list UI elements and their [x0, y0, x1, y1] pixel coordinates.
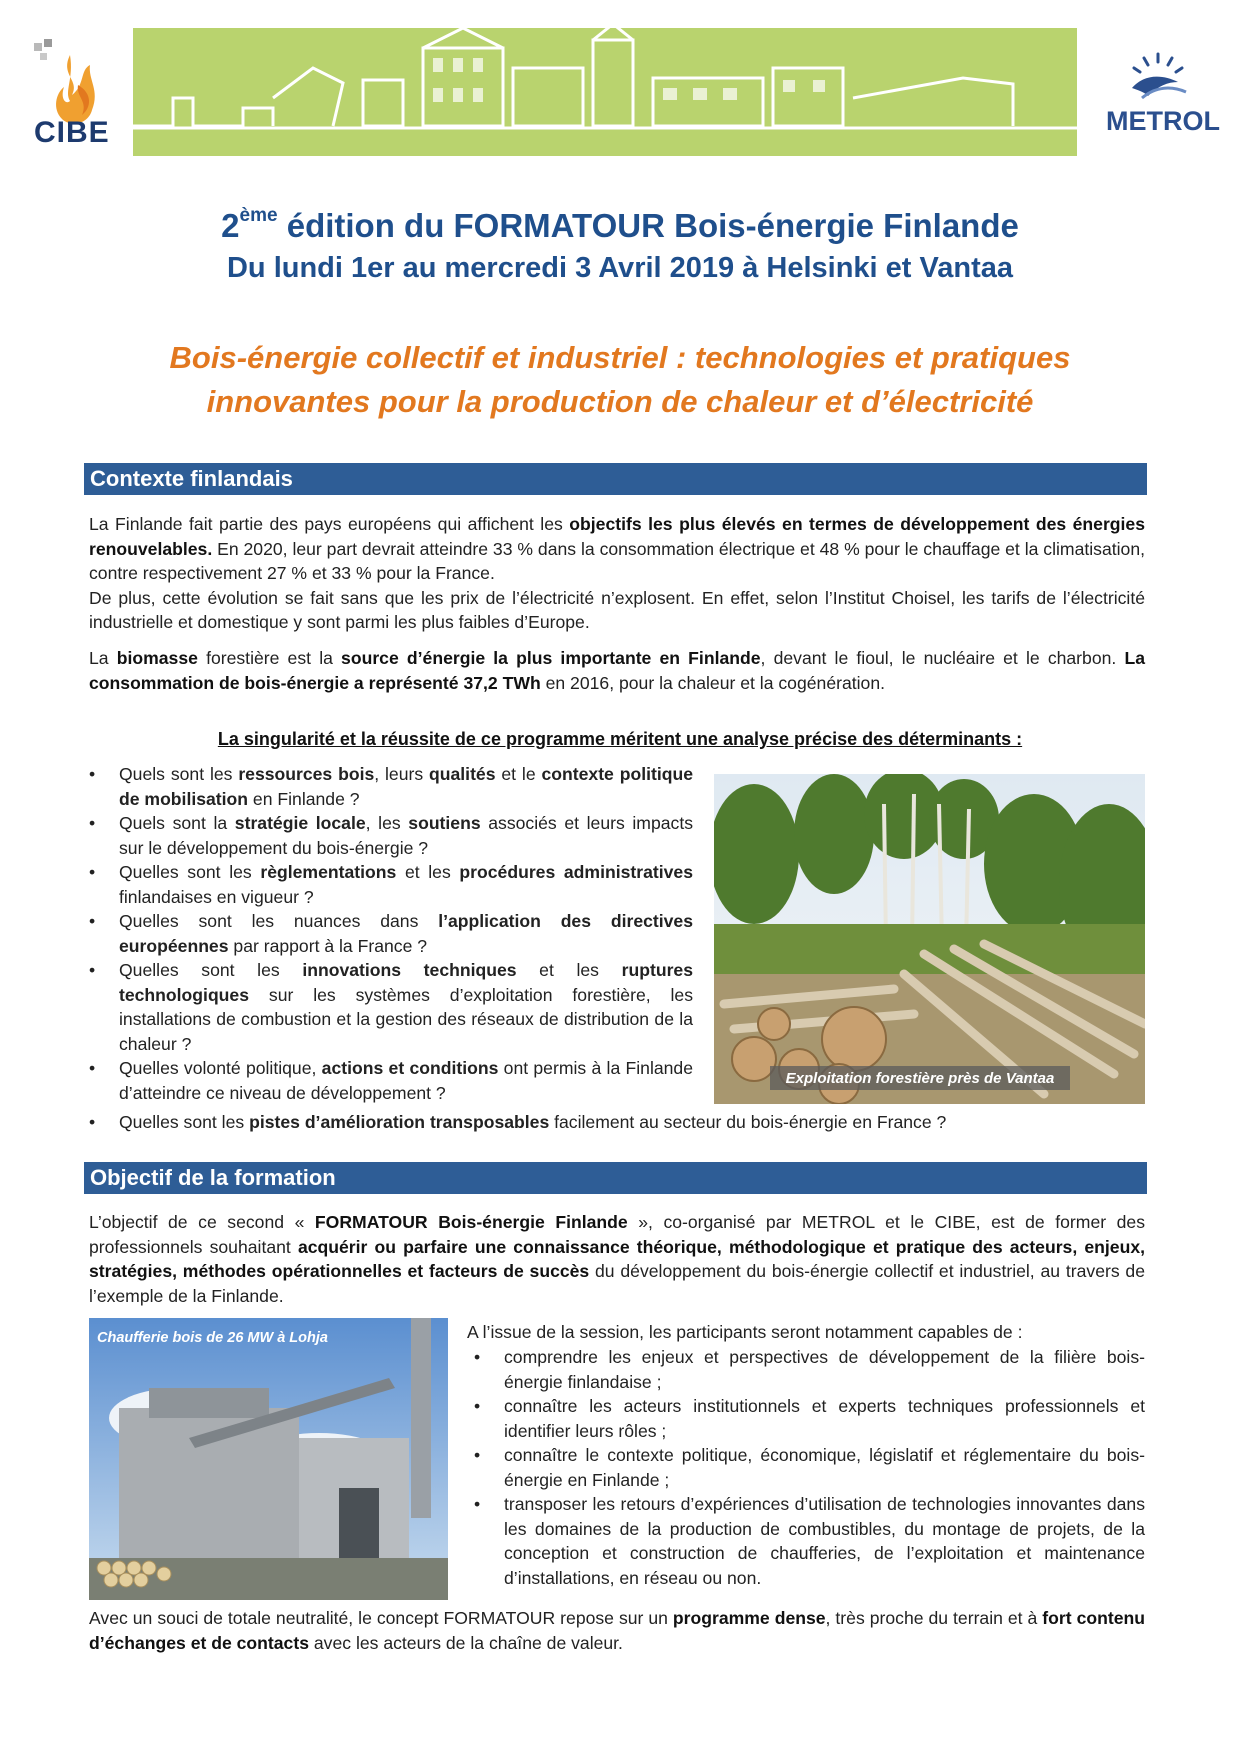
list-item: • Quelles sont les innovations techniques et les ruptures technologiques sur les systèmes d’exploitation forestière, les installations de combustion et la gestion des réseaux de distribution de la chaleur ? [89, 958, 693, 1056]
list-item: • Quelles volonté politique, actions et conditions ont permis à la Finlande d’atteindre ce niveau de développement ? [89, 1056, 693, 1105]
list-item: • Quels sont la stratégie locale, les soutiens associés et leurs impacts sur le développement du bois-énergie ? [89, 811, 693, 860]
list-item: • connaître les acteurs institutionnels et experts techniques professionnels et identifier leurs rôles ; [474, 1394, 1145, 1443]
list-item: • Quelles sont les nuances dans l’application des directives européennes par rapport à la France ? [89, 909, 693, 958]
list-item: • Quelles sont les pistes d’amélioration transposables facilement au secteur du bois-énergie en France ? [89, 1110, 1149, 1135]
heating-plant-photo [89, 1318, 448, 1600]
analysis-title: La singularité et la réussite de ce programme méritent une analyse précise des déterminants : [217, 729, 1023, 749]
plant-photo-caption: Chaufferie bois de 26 MW à Lohja [97, 1330, 328, 1346]
list-item: • Quelles sont les règlementations et les procédures administratives finlandaises en vigueur ? [89, 860, 693, 909]
skills-list [474, 1345, 1145, 1590]
list-item: • transposer les retours d’expériences d’utilisation de technologies innovantes dans les domaines de la production de combustibles, du montage de projets, de la conception et construction de chaufferies, de l’exploitation et maintenance d’installations, en réseau ou non. [474, 1492, 1145, 1590]
section-heading-objectif: Objectif de la formation [84, 1162, 1147, 1194]
determinants-list [89, 762, 693, 1105]
section-heading-contexte: Contexte finlandais [84, 463, 1147, 495]
forest-exploitation-photo [714, 774, 1145, 1104]
metrol-sun-logo [1118, 52, 1198, 104]
subtitle: Bois-énergie collectif et industriel : technologies et pratiques innovantes pour la production de chaleur et d’électricité [169, 340, 1071, 419]
list-item: • connaître le contexte politique, économique, législatif et réglementaire du bois-énergie en Finlande ; [474, 1443, 1145, 1492]
event-dates: Du lundi 1er au mercredi 3 Avril 2019 à Helsinki et Vantaa [226, 252, 1014, 284]
paragraph-concept: Avec un souci de totale neutralité, le concept FORMATOUR repose sur un programme dense, très proche du terrain et à fort contenu d’échanges et de contacts avec les acteurs de la chaîne de valeur. [89, 1608, 1146, 1653]
determinants-list-last [89, 1110, 1149, 1135]
page-title: 2ème édition du FORMATOUR Bois-énergie Finlande [221, 205, 1019, 244]
metrol-logo-text: METROL [1106, 106, 1220, 136]
skills-intro: A l’issue de la session, les participants seront notamment capables de : [467, 1322, 1023, 1342]
paragraph-objectives: La Finlande fait partie des pays européens qui affichent les objectifs les plus élevés en termes de développement des énergies renouvelables. En 2020, leur part devrait atteindre 33 % dans la consommation électrique et 48 % pour le chauffage et la climatisation, contre respectivement 27 % et 33 % pour la France. De plus, cette évolution se fait sans que les prix de l’électricité n’explosent. En effet, selon l’Institut Choisel, les tarifs de l’électricité industrielle et domestique y sont parmi les plus faibles d’Europe. [89, 514, 1145, 632]
forest-photo-caption: Exploitation forestière près de Vantaa [785, 1070, 1055, 1087]
town-silhouette-banner [133, 28, 1077, 156]
list-item: • Quels sont les ressources bois, leurs qualités et le contexte politique de mobilisation en Finlande ? [89, 762, 693, 811]
paragraph-objectif: L’objectif de ce second « FORMATOUR Bois-énergie Finlande », co-organisé par METROL et le CIBE, est de former des professionnels souhaitant acquérir ou parfaire une connaissance théorique, méthodologique et pratique des acteurs, enjeux, stratégies, méthodes opérationnelles et facteurs de succès du développement du bois-énergie collectif et industriel, au travers de l’exemple de la Finlande. [89, 1212, 1146, 1306]
list-item: • comprendre les enjeux et perspectives de développement de la filière bois-énergie finlandaise ; [474, 1345, 1145, 1394]
paragraph-biomass: La biomasse forestière est la source d’énergie la plus importante en Finlande, devant le fioul, le nucléaire et le charbon. La consommation de bois-énergie a représenté 37,2 TWh en 2016, pour la chaleur et la cogénération. [89, 648, 1145, 693]
cibe-logo-text: CIBE [34, 116, 110, 149]
